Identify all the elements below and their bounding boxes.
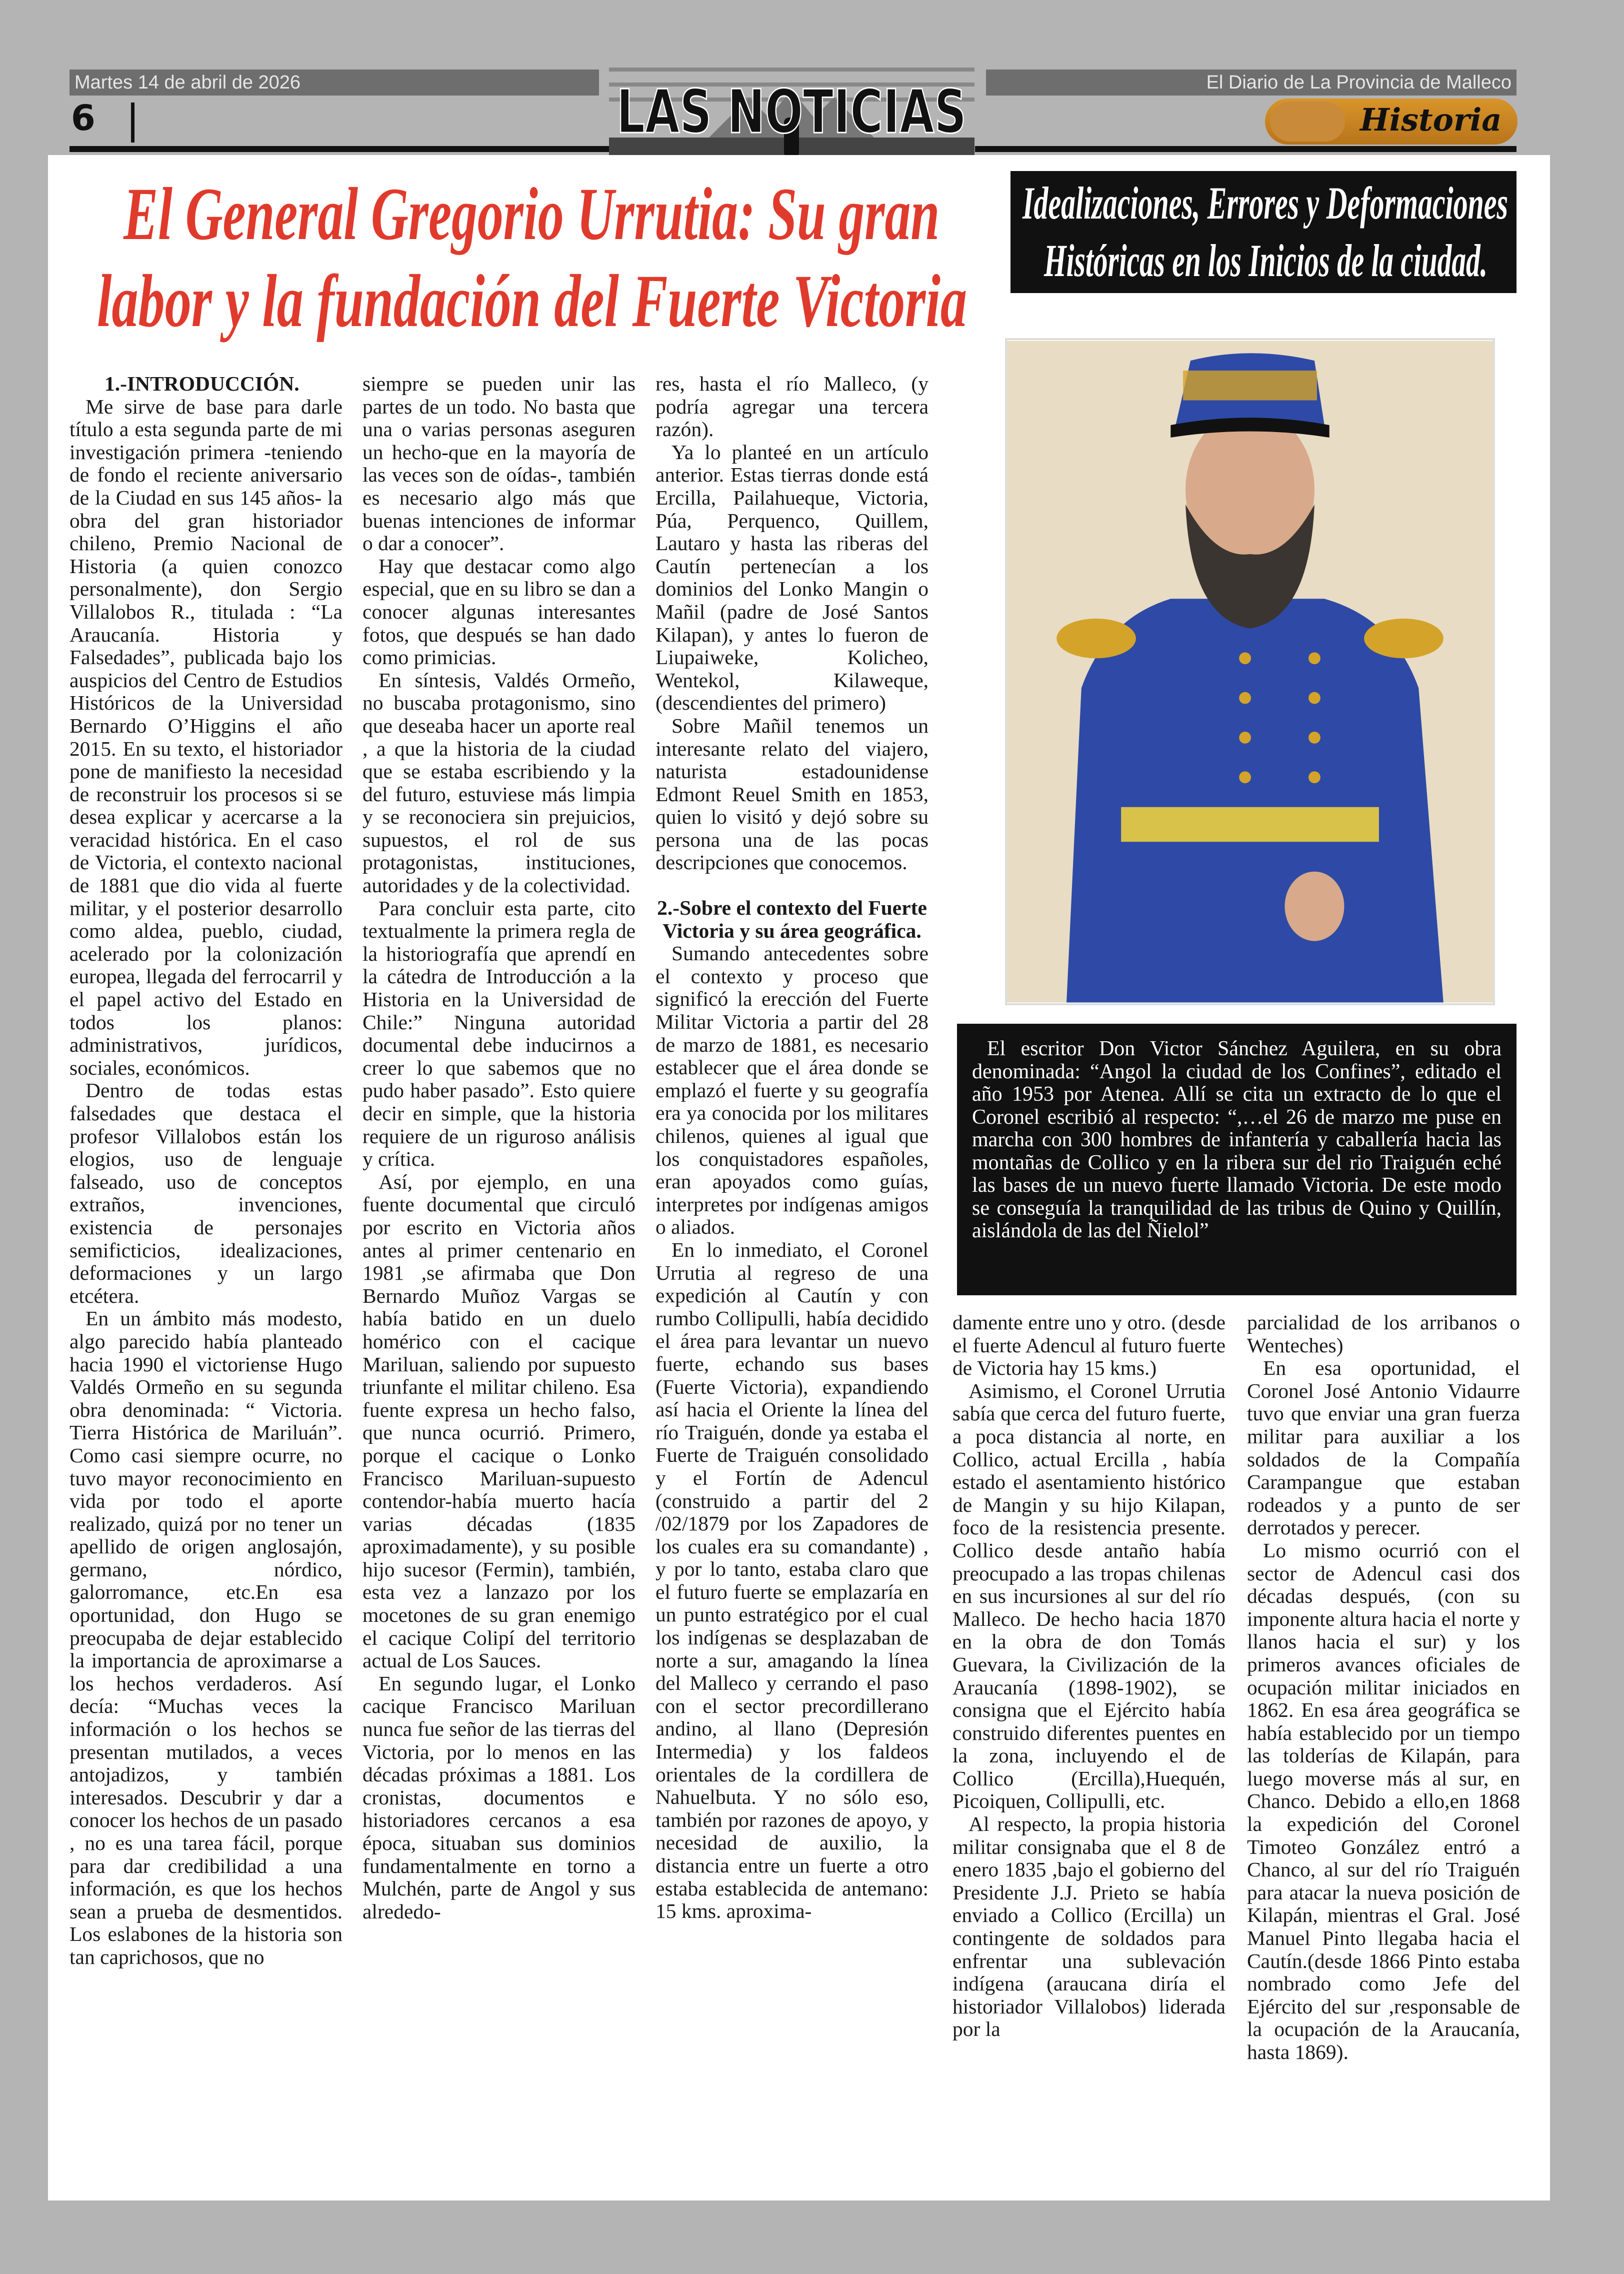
kicker-line-1: Idealizaciones, Errores y Deformaciones (1022, 178, 1508, 229)
paragraph: res, hasta el río Malleco, (y podría agregar una tercera razón). (656, 372, 928, 441)
header-rule-left (70, 146, 610, 152)
kicker-box (1010, 171, 1516, 293)
paragraph: parcialidad de los arribanos o Wenteches) (1247, 1311, 1520, 1357)
pull-quote-box (957, 1024, 1516, 1295)
portrait-general-urrutia (1005, 338, 1495, 1005)
pull-quote-text: El escritor Don Victor Sánchez Aguilera, en su obra denominada: “Angol la ciudad de los Confines”, editado el año 1953 por Atenea. Allí se cita un extracto de lo que el Coronel escribió al respecto: “,…el 26 de marzo me puse en marcha con 300 hombres de infantería y caballería hacia las montañas de Collico y en la ribera sur del rio Traiguén eché las bases de un nuevo fuerte llamado Victoria. De este modo se conseguía la tranquilidad de las tribus de Quino y Quillín, aislándola de las del Ñielol” (972, 1037, 1502, 1242)
logo-text: LAS NOTICIAS (616, 78, 966, 147)
paragraph: Me sirve de base para darle título a esta segunda parte de mi investigación primera -teniendo de fondo el reciente aniversario de la Ciudad en sus 145 años- la obra del gran historiador chileno, Premio Nacional de Historia (a quien conozco personalmente), don Sergio Villalobos R., titulada : “La Araucanía. Historia y Falsedades”, publicada bajo los auspicios del Centro de Estudios Históricos de la Universidad Bernardo O’Higgins el año 2015. En su texto, el historiador pone de manifiesto la necesidad de reconstruir los procesos si se desea explicar y acercarse a la veracidad histórica. En el caso de Victoria, el contexto nacional de 1881 que dio vida al fuerte militar, y el posterior desarrollo como aldea, pueblo, ciudad, acelerado por la colonización europea, llegada del ferrocarril y el papel activo del Estado en todos los planos: administrativos, jurídicos, sociales, económicos. (70, 395, 342, 1079)
paragraph: damente entre uno y otro. (desde el fuerte Adencul al futuro fuerte de Victoria hay 15 kms.) (952, 1311, 1226, 1380)
column-5 (1247, 1311, 1520, 2156)
paragraph: Hay que destacar como algo especial, que en su libro se dan a conocer algunas interesantes fotos, que después se han dado como primicias. (362, 554, 636, 669)
paragraph: En segundo lugar, el Lonko cacique Francisco Mariluan nunca fue señor de las tierras del Victoria, por lo menos en las décadas próximas a 1881. Los cronistas, documentos e historiadores cercanos a esa época, situaban sus dominios fundamentalmente en torno a Mulchén, parte de Angol y sus alrededo- (362, 1671, 636, 1923)
section-heading-context: 2.-Sobre el contexto del Fuerte Victoria y su área geográfica. (657, 896, 927, 942)
paragraph: Sobre Mañil tenemos un interesante relato del viajero, naturista estadounidense Edmont Reuel Smith en 1853, quien lo visitó y dejó sobre su persona una de las pocas descripciones que conocemos. (656, 714, 928, 874)
paragraph: En síntesis, Valdés Ormeño, no buscaba protagonismo, sino que deseaba hacer un aporte real , a que la historia de la ciudad que se estaba escribiendo y la del futuro, estuviese más limpia y se reconociera sin prejuicios, supuestos, el rol de sus protagonistas, instituciones, autoridades y de la colectividad. (362, 668, 636, 897)
date-bar (70, 70, 599, 96)
column-2 (362, 373, 636, 2155)
column-4 (952, 1311, 1226, 2156)
subtitle-bar (986, 70, 1516, 96)
issue-date: Martes 14 de abril de 2026 (74, 72, 301, 93)
divider (131, 103, 134, 143)
title-line-1: El General Gregorio Urrutia: Su gran (122, 173, 940, 256)
paragraph: En lo inmediato, el Coronel Urrutia al regreso de una expedición al Cautín y con rumbo Collipulli, había decidido el área para levantar un nuevo fuerte, echando sus bases (Fuerte Victoria), expandiendo así hacia el Oriente la línea del río Traiguén, donde ya estaba el Fuerte de Traiguén consolidado y el Fortín de Adencul (construido a partir del 2 /02/1879 por los Zapadores de los cuales era su comandante) , y por lo tanto, estaba claro que el futuro fuerte se emplazaría en un punto estratégico por el cual los indígenas se desplazaban de norte a sur, amagando la línea del Malleco y cerrando el paso con el sector precordillerano andino, al llano (Depresión Intermedia) y los faldeos orientales de la cordillera de Nahuelbuta. Y no sólo eso, también por razones de apoyo, y necesidad de auxilio, la distancia entre un fuerte a otro estaba establecida de antemano: 15 kms. aproxima- (656, 1238, 928, 1923)
page-number: 6 (71, 98, 96, 139)
section-heading-introduction: 1.-INTRODUCCIÓN. (104, 372, 300, 395)
book-icon (1270, 102, 1345, 142)
column-1 (70, 373, 342, 2155)
paragraph: En esa oportunidad, el Coronel José Antonio Vidaurre tuvo que enviar una gran fuerza militar para auxiliar a los soldados de la Compañía Carampangue que estaban rodeados y a punto de ser derrotados y perecer. (1247, 1356, 1520, 1539)
section-badge (1265, 99, 1518, 145)
paragraph: Ya lo planteé en un artículo anterior. Estas tierras donde está Ercilla, Pailahueque, Victoria, Púa, Perquenco, Quillem, Lautaro y hasta las riberas del Cautín pertenecían a los dominios del Lonko Mangin o Mañil (padre de José Santos Kilapan), y antes lo fueron de Liupaiweke, Kolicheo, Wentekol, Kilaweque, (descendientes del primero) (656, 440, 928, 715)
newspaper-logo (609, 63, 974, 160)
paragraph: Sumando antecedentes sobre el contexto y proceso que significó la erección del Fuerte Militar Victoria a partir del 28 de marzo de 1881, es necesario establecer que el área donde se emplazó el fuerte y su geografía era ya conocida por los militares chilenos, quienes al igual que los conquistadores españoles, eran apoyados como guías, interpretes por indígenas amigos o aliados. (656, 942, 928, 1239)
paper-subtitle: El Diario de La Provincia de Malleco (1206, 72, 1512, 93)
section-label: Historia (1360, 102, 1502, 138)
paragraph: Así, por ejemplo, en una fuente documental que circuló por escrito en Victoria años antes al primer centenario en 1981 ,se afirmaba que Don Bernardo Muñoz Vargas se había batido en un duelo homérico con el cacique Mariluan, saliendo por supuesto triunfante el militar chileno. Esa fuente expresa un hecho falso, que nunca ocurrió. Primero, porque el cacique o Lonko Francisco Mariluan-supuesto contendor-había muerto hacía varias décadas (1835 aproximadamente), y su posible hijo sucesor (Fermin), también, esta vez a lanzazo por los mocetones de su gran enemigo el cacique Colipí del territorio actual de Los Sauces. (362, 1170, 636, 1672)
paragraph: Para concluir esta parte, cito textualmente la primera regla de la historiografía que aprendí en la cátedra de Introducción a la Historia en la Universidad de Chile:” Ninguna autoridad documental debe inducirnos a creer lo que sabemos que no pudo haber pasado”. Esto quiere decir en simple, que la historia requiere de un riguroso análisis y crítica. (362, 896, 636, 1171)
paragraph: Dentro de todas estas falsedades que destaca el profesor Villalobos están los elogios, uso de lenguaje falseado, uso de conceptos extraños, invenciones, existencia de personajes semificticios, idealizaciones, deformaciones y un largo etcétera. (70, 1079, 342, 1307)
paragraph: siempre se pueden unir las partes de un todo. No basta que una o varias personas aseguren un hecho-que en la mayoría de las veces son de oídas-, también es necesario algo más que buenas intenciones de informar o dar a conocer”. (362, 372, 636, 555)
header-rule-right (975, 146, 1516, 152)
article-title (90, 170, 985, 343)
paragraph: En un ámbito más modesto, algo parecido había planteado hacia 1990 el victoriense Hugo Valdés Ormeño en su segunda obra denominada: “ Victoria. Tierra Histórica de Mariluán”. Como casi siempre ocurre, no tuvo mayor reconocimiento en vida por todo el aporte realizado, quizá por no tener un apellido de origen anglosajón, germano, nórdico, galorromance, etc.En esa oportunidad, don Hugo se preocupaba de dejar establecido la importancia de aproximarse a los hechos verdaderos. Así decía: “Muchas veces la información o los hechos se presentan mutilados, a veces antojadizos, y también interesados. Descubrir y dar a conocer los hechos de un pasado , no es una tarea fácil, porque para dar credibilidad a una información, es que los hechos sean a prueba de desmentidos. Los eslabones de la historia son tan caprichosos, que no (70, 1307, 342, 1968)
title-line-2: labor y la fundación del Fuerte Victoria (97, 260, 967, 343)
paragraph: Asimismo, el Coronel Urrutia sabía que cerca del futuro fuerte, a poca distancia al norte, en Collico, actual Ercilla , había estado el asentamiento histórico de Mangin y su hijo Kilapan, foco de la resistencia presente. Collico desde antaño había preocupado a las tropas chilenas en sus incursiones al sur del río Malleco. De hecho hacia 1870 en la obra de don Tomás Guevara, la Civilización de la Araucanía (1898-1902), se consigna que el Ejército había construido diferentes puentes en la zona, incluyendo el de Collico (Ercilla),Huequén, Picoiquen, Collipulli, etc. (952, 1379, 1226, 1813)
column-3 (656, 373, 928, 2155)
paragraph: Al respecto, la propia historia militar consignaba que el 8 de enero 1835 ,bajo el gobierno del Presidente J.J. Prieto se había enviado a Collico (Ercilla) un contingente de soldados para enfrentar una sublevación indígena (araucana diría el historiador Villalobos) liderada por la (952, 1812, 1226, 2041)
kicker-line-2: Históricas en los Inicios de la ciudad. (1044, 235, 1488, 286)
paragraph: Lo mismo ocurrió con el sector de Adencul casi dos décadas después, (con su imponente altura hacia el norte y llanos hacia el sur) y los primeros avances oficiales de ocupación militar iniciados en 1862. En esa área geográfica se había establecido por un tiempo las tolderías de Kilapán, para luego moverse más al sur, en Chanco. Debido a ello,en 1868 la expedición del Coronel Timoteo González entró a Chanco, al sur del río Traiguén para atacar la nueva posición de Kilapán, mientras el Gral. José Manuel Pinto llegaba hacia el Cautín.(desde 1866 Pinto estaba nombrado como Jefe del Ejército del sur ,responsable de la ocupación de la Araucanía, hasta 1869). (1247, 1538, 1520, 2063)
